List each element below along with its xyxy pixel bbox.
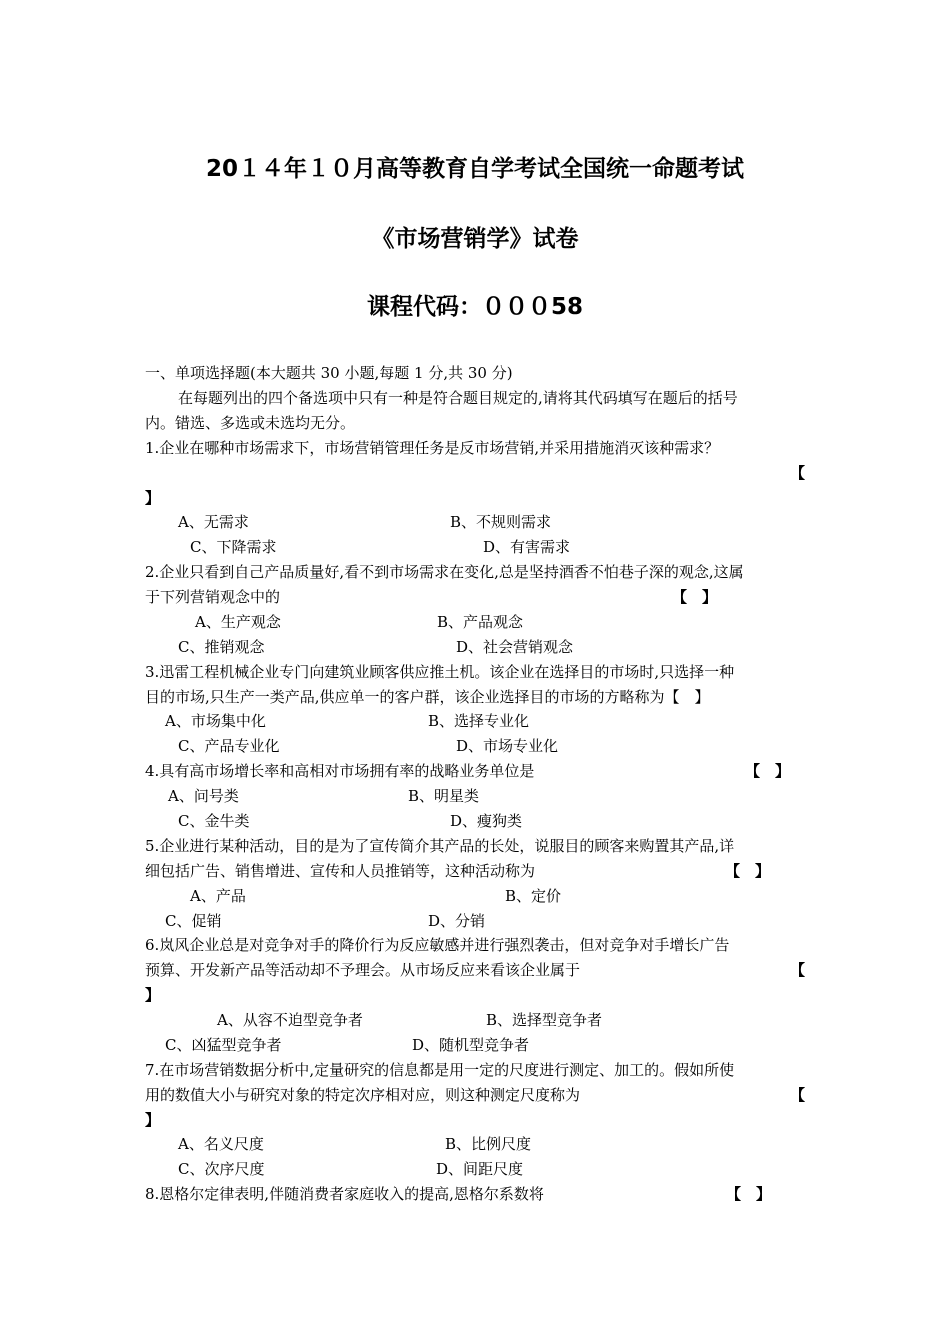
question-1-bracket-close: 】 — [145, 489, 161, 507]
question-3-option-b: B、选择专业化 — [428, 712, 530, 730]
question-6-stem-line1: 6.岚风企业总是对竞争对手的降价行为反应敏感并进行强烈袭击，但对竞争对手增长广告 — [145, 936, 730, 954]
question-1-option-c: C、下降需求 — [190, 538, 277, 556]
question-1-bracket-open: 【 — [790, 464, 806, 482]
question-8-stem: 8.恩格尔定律表明,伴随消费者家庭收入的提高,恩格尔系数将 — [145, 1185, 544, 1203]
question-6-stem-line2: 预算、开发新产品等活动却不予理会。从市场反应来看该企业属于 — [145, 961, 581, 979]
question-4-option-c: C、金牛类 — [178, 812, 250, 830]
question-2-stem-line1: 2.企业只看到自己产品质量好,看不到市场需求在变化,总是坚持酒香不怕巷子深的观念,这属 — [145, 563, 744, 581]
question-4-option-d: D、瘦狗类 — [450, 812, 523, 830]
question-1-option-a: A、无需求 — [178, 513, 249, 531]
question-5-option-c: C、促销 — [165, 912, 222, 930]
question-6-option-d: D、随机型竞争者 — [412, 1036, 530, 1054]
course-code: 课程代码：０００58 — [366, 294, 583, 320]
question-2-option-c: C、推销观念 — [178, 638, 265, 656]
question-6-bracket-open: 【 — [790, 961, 806, 979]
question-7-stem-line2: 用的数值大小与研究对象的特定次序相对应，则这种测定尺度称为 — [145, 1086, 581, 1104]
question-7-option-a: A、名义尺度 — [178, 1135, 264, 1153]
question-6-option-c: C、凶猛型竞争者 — [165, 1036, 282, 1054]
question-2-bracket: 【 】 — [672, 588, 718, 606]
question-3-option-d: D、市场专业化 — [456, 737, 559, 755]
question-5-option-d: D、分销 — [428, 912, 486, 930]
question-5-bracket: 【 】 — [725, 862, 771, 880]
question-5-option-b: B、定价 — [505, 887, 562, 905]
question-2-option-d: D、社会营销观念 — [456, 638, 574, 656]
question-1-option-b: B、不规则需求 — [450, 513, 552, 531]
question-5-stem-line1: 5.企业进行某种活动，目的是为了宣传简介其产品的长处，说服目的顾客来购置其产品,详 — [145, 837, 735, 855]
question-1-stem: 1.企业在哪种市场需求下，市场营销管理任务是反市场营销,并采用措施消灭该种需求？ — [145, 439, 720, 457]
question-1-option-d: D、有害需求 — [483, 538, 571, 556]
question-4-stem: 4.具有高市场增长率和高相对市场拥有率的战略业务单位是 — [145, 762, 535, 780]
question-2-stem-line2: 于下列营销观念中的 — [145, 588, 281, 606]
section-instruction-line1: 在每题列出的四个备选项中只有一种是符合题目规定的,请将其代码填写在题后的括号 — [178, 389, 738, 407]
question-5-stem-line2: 细包括广告、销售增进、宣传和人员推销等，这种活动称为 — [145, 862, 536, 880]
question-6-option-b: B、选择型竞争者 — [486, 1011, 603, 1029]
question-3-stem-line2: 目的市场,只生产一类产品,供应单一的客户群，该企业选择目的市场的方略称为【 】 — [145, 688, 710, 706]
question-2-option-a: A、生产观念 — [195, 613, 281, 631]
question-3-option-c: C、产品专业化 — [178, 737, 280, 755]
question-4-bracket: 【 】 — [745, 762, 791, 780]
question-6-bracket-close: 】 — [145, 986, 161, 1004]
question-3-option-a: A、市场集中化 — [165, 712, 266, 730]
question-2-option-b: B、产品观念 — [437, 613, 524, 631]
paper-title: 《市场营销学》试卷 — [371, 226, 579, 252]
exam-title: 20１４年１０月高等教育自学考试全国统一命题考试 — [205, 156, 744, 182]
section-heading: 一、单项选择题(本大题共 30 小题,每题 1 分,共 30 分) — [145, 364, 513, 382]
question-7-bracket-close: 】 — [145, 1111, 161, 1129]
question-7-option-d: D、间距尺度 — [436, 1160, 524, 1178]
question-7-option-c: C、次序尺度 — [178, 1160, 265, 1178]
question-6-option-a: A、从容不迫型竞争者 — [217, 1011, 363, 1029]
question-8-bracket: 【 】 — [726, 1185, 772, 1203]
question-7-stem-line1: 7.在市场营销数据分析中,定量研究的信息都是用一定的尺度进行测定、加工的。假如所使 — [145, 1061, 735, 1079]
question-4-option-b: B、明星类 — [408, 787, 480, 805]
section-instruction-line2: 内。错选、多选或未选均无分。 — [145, 414, 356, 432]
question-7-option-b: B、比例尺度 — [445, 1135, 532, 1153]
question-3-stem-line1: 3.迅雷工程机械企业专门向建筑业顾客供应推土机。该企业在选择目的市场时,只选择一种 — [145, 663, 735, 681]
question-7-bracket-open: 【 — [790, 1086, 806, 1104]
question-4-option-a: A、问号类 — [168, 787, 239, 805]
question-5-option-a: A、产品 — [190, 887, 246, 905]
